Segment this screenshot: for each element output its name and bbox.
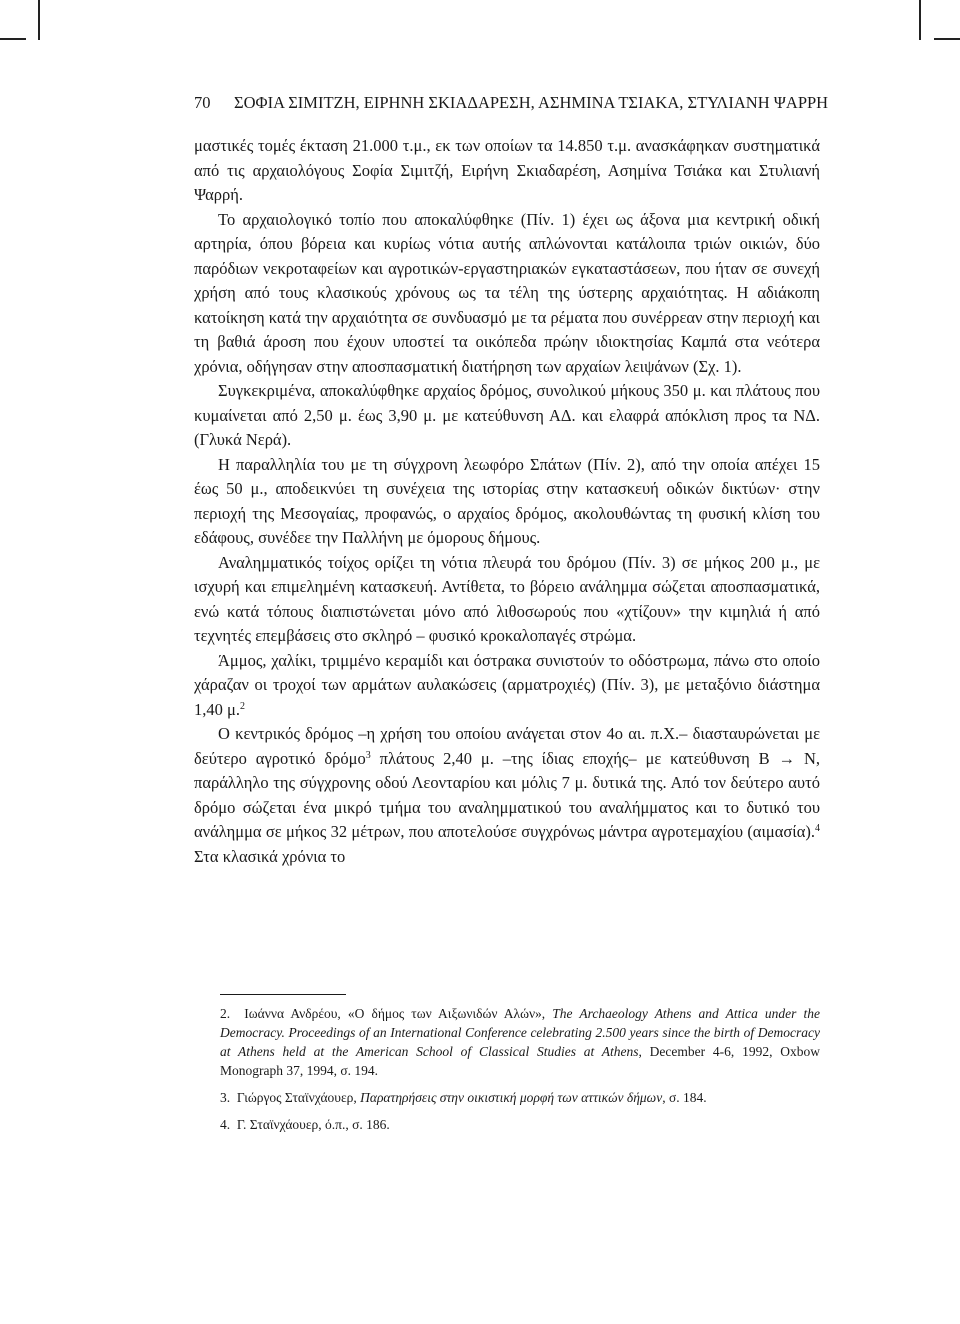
footnote-ref[interactable]: 3: [365, 749, 371, 761]
footnotes: [220, 1004, 820, 1142]
paragraph: Η παραλληλία του με τη σύγχρονη λεωφόρο Σπάτων (Πίν. 2), από την οποία απέχει 15 έως 50 μ., αποδεικνύει τη συνέχεια της ιστορίας στην κατασκευή οδικών δικτύων· στην περιοχή της Μεσογαίας, προφανώς, ο αρχαίος δρόμος, ακολουθώντας τη φυσική κλίση του εδάφους, συνέδεε την Παλλήνη με όμορους δήμους.: [194, 454, 820, 547]
document-page: [194, 92, 829, 869]
paragraph: μαστικές τομές έκταση 21.000 τ.μ., εκ των οποίων τα 14.850 τ.μ. ανασκάφηκαν συστηματικά από τις αρχαιολόγους Σοφία Σιμιτζή, Ειρήνη Σκιαδαρέση, Ασημίνα Τσιάκα και Στυλιανή Ψαρρή.: [194, 136, 820, 204]
footnote-ref[interactable]: 2: [239, 700, 245, 712]
running-header: [194, 92, 829, 114]
paragraph: Αναλημματικός τοίχος ορίζει τη νότια πλευρά του δρόμου (Πίν. 3) σε μήκος 200 μ., με ισχυρή και επιμελημένη κατασκευή. Αντίθετα, το βόρειο ανάλημμα σώζεται αποσπασματικά, ενώ κατά τόπους διαπιστώνεται μόνο από λιθοσωρούς που «χτίζουν» την κιμηλιά ή από τεχνητές επεμβάσεις στο σκληρό – φυσικό κροκαλοπαγές στρώμα.: [194, 552, 820, 645]
crop-mark-top-right-h: [934, 38, 960, 40]
footnote-2: 2. Ιωάννα Ανδρέου, «Ο δήμος των Αιξωνιδών Αλών», The Archaeology Athens and Attica under the Democracy. Proceedings of an International Conference celebrating 2.500 years since the birth of Democracy at Athens held at the American School of Classical Studies at Athens, December 4-6, 1992, Oxbow Monograph 37, 1994, σ. 194.: [220, 1006, 821, 1078]
paragraph: Συγκεκριμένα, αποκαλύφθηκε αρχαίος δρόμος, συνολικού μήκους 350 μ. και πλάτους που κυμαίνεται από 2,50 μ. έως 3,90 μ. με κατεύθυνση ΑΔ. και ελαφρά απόκλιση προς τα ΝΔ. (Γλυκά Νερά).: [194, 381, 820, 449]
paragraph: Ο κεντρικός δρόμος –η χρήση του οποίου ανάγεται στον 4ο αι. π.Χ.– διασταυρώνεται με δεύτερο αγροτικό δρόμο$^3$ πλάτους 2,40 μ. –της ίδιας εποχής– με κατεύθυνση Β → Ν, παράλληλο της σύγχρονης οδού Λεονταρίου και μόλις 7 μ. δυτικά της. Από τον δεύτερο αυτό δρόμο σώζεται ένα μικρό τμήμα του αναλημματικού του αναλήμματος και το δυτικό του ανάλημμα σε μήκος 32 μέτρων, που αποτελούσε συγχρόνως μάντρα αγροτεμαχίου (αιμασία).$^4$ Στα κλασικά χρόνια το: [194, 724, 820, 866]
header-authors: ΣΟΦΙΑ ΣΙΜΙΤΖΗ, ΕΙΡΗΝΗ ΣΚΙΑΔΑΡΕΣΗ, ΑΣΗΜΙΝΑ ΤΣΙΑΚΑ, ΣΤΥΛΙΑΝΗ ΨΑΡΡΗ: [234, 93, 829, 112]
paragraph: Άμμος, χαλίκι, τριμμένο κεραμίδι και όστρακα συνιστούν το οδόστρωμα, πάνω στο οποίο χάραζαν οι τροχοί των αρμάτων αυλακώσεις (αρματροχιές) (Πίν. 3), με μεταξόνιο διάστημα 1,40 μ.$^2$: [194, 650, 820, 719]
footnote-4: 4. Γ. Σταϊνχάουερ, ό.π., σ. 186.: [220, 1117, 390, 1132]
crop-mark-top-right: [919, 0, 921, 40]
crop-mark-top-left-h: [0, 38, 26, 40]
paragraph: Το αρχαιολογικό τοπίο που αποκαλύφθηκε (Πίν. 1) έχει ως άξονα μια κεντρική οδική αρτηρία, όπου βόρεια και κυρίως νότια αυτής απλώνονται κατάλοιπα τριών οικιών, δύο παρόδιων νεκροταφείων και αγροτικών-εργαστηριακών εγκαταστάσεων, που ήταν σε συνεχή χρήση από τους κλασικούς χρόνους ως τα τέλη της ύστερης αρχαιότητας. Η αδιάκοπη κατοίκηση κατά την αρχαιότητα σε συνδυασμό με τα ρέματα που συνέρρεαν στην περιοχή και τη βαθιά άροση που έχουν υποστεί τα οικόπεδα πρώην ιδιοκτησίας Καμπά στα νεότερα χρόνια, οδήγησαν στην αποσπασματική διατήρηση των αρχαίων λειψάνων (Σχ. 1).: [194, 209, 820, 376]
body-text: [194, 134, 820, 869]
page-number: 70: [194, 93, 211, 112]
crop-mark-top-left: [38, 0, 40, 40]
footnote-rule: [220, 994, 346, 995]
footnote-3: 3. Γιώργος Σταϊνχάουερ, Παρατηρήσεις στην οικιστική μορφή των αττικών δήμων, σ. 184.: [220, 1090, 707, 1105]
footnote-ref[interactable]: 4: [815, 823, 820, 834]
